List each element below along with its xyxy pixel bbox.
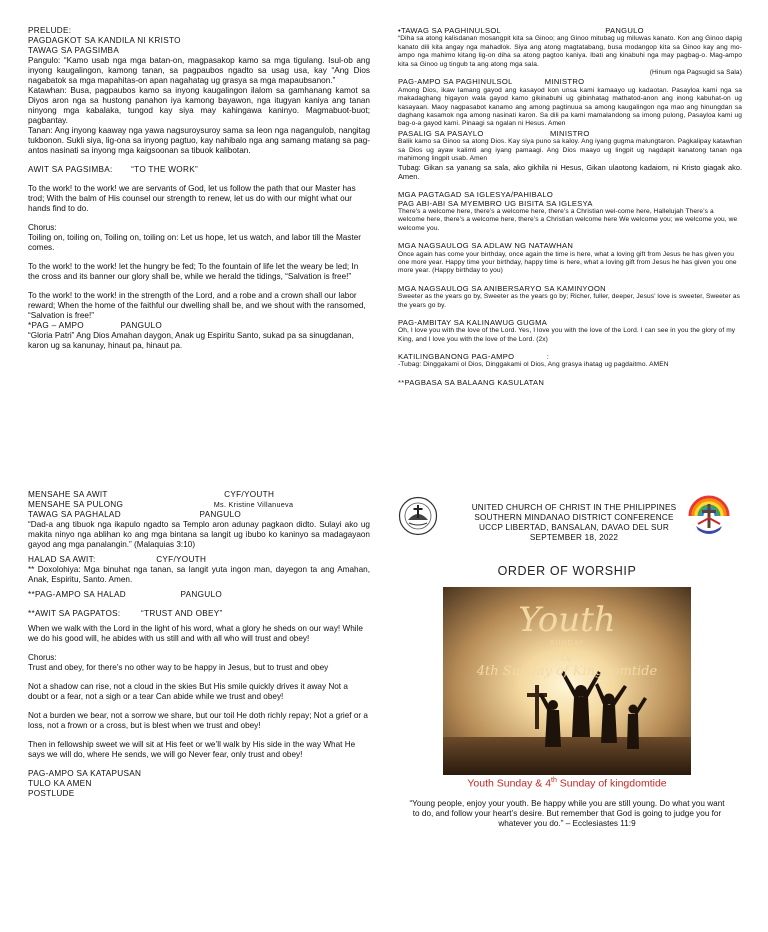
closing-hymn-title: “TRUST AND OBEY” bbox=[141, 609, 223, 618]
community-prayer-colon: : bbox=[546, 352, 550, 362]
announcements-heading: MGA PAGTAGAD SA IGLESYA/PAHIBALO bbox=[398, 189, 554, 199]
assurance-heading bbox=[398, 129, 742, 138]
hymn-verse-3: To the work! to the work! in the strength of the Lord, and a robe and a crown shall our labor reward; When the home of the faithful our dwelling shall be, and we shout with the ransomed, “Salvation is free!” bbox=[28, 291, 366, 320]
peace-heading: PAG-AMBITAY SA KALINAWUG GUGMA bbox=[398, 318, 548, 327]
call-tanan-text: Tanan: Ang inyong kaaway nga yawa nagsuroysuroy sama sa leon nga nagangulob, nangitag tukbonon. Sukli siya, lig-ona sa inyong pagtuo, kay nahibalo nga ang samang matang sa pag-antos nasinati sa inyong mga kaigsoonan sa tibuok kalibotan. bbox=[28, 126, 370, 155]
postlude-heading: POSTLUDE bbox=[28, 789, 75, 798]
offering-prayer-role: PANGULO bbox=[180, 590, 223, 599]
birthday-song-text: Once again has come your birthday, once again the time is here, what a loving gift from Jesus he has given you one more year. Happy time your birthday, happy time is here, what a loving gift from Jesus he has given you one more year. (Happy birthday to you) bbox=[398, 250, 737, 275]
chorus-text: Toiling on, toiling on, Toiling on, toiling on: Let us hope, let us watch, and labor till the Master comes. bbox=[28, 233, 362, 252]
service-date: SEPTEMBER 18, 2022 bbox=[529, 533, 619, 542]
image-title-youth: Youth bbox=[518, 600, 616, 641]
assurance-label: PASALIG SA PASAYLO bbox=[398, 128, 484, 138]
offertory-label: HALAD SA AWIT: bbox=[28, 555, 96, 564]
hymn-verse-1: To the work! to the work! we are servants of God, let us follow the path that our Master has trod; With the balm of His counsel our strength to renew, let us do with our might what our hands find to do. bbox=[28, 184, 356, 213]
call-katawhan-text: Katawhan: Busa, pagpaubos kamo sa inyong kaugalingon ilalom sa gamhanang kamot sa Diyos aron nga sa hustong panahon iya kamong bayawon, nga itugyan kaniya ang tanan ninyong mga kabalaka, tungod kay siya may kahingawa kaninyo. Magmabuot-buot; pagbantay. bbox=[28, 86, 370, 125]
assurance-text: Balik kamo sa Ginoo sa atong Dios. Kay siya puno sa kaloy. Ang iyang gugma malungtaron. Pagkalipay katawhan sa Dios ug ayaw kalimti ang iyang pamaagi. Ang Dios maayo ug lingpit ug nagdapit kanatong tanan nga mahimong lingpit usab. Amen bbox=[398, 138, 742, 162]
threefold-amen-heading: TULO KA AMEN bbox=[28, 779, 92, 788]
peace-song-text: Oh, I love you with the love of the Lord. Yes, I love you with the love of the Lord. I can see in you the glory of my King, and I love you with the love of the Lord. (2x) bbox=[398, 327, 736, 343]
song-message-label: MENSAHE SA AWIT bbox=[28, 490, 108, 499]
hymn-title: “TO THE WORK” bbox=[131, 165, 198, 174]
community-prayer-text: -Tubag: Dinggakami ol Dios, Dinggakami ol Dios, Ang grasya ihatag ug pagdaitmo. AMEN bbox=[398, 361, 669, 369]
scripture-reading-heading: **PAGBASA SA BALAANG KASULATAN bbox=[398, 377, 545, 387]
closing-hymn-label: **AWIT SA PAGPATOS: bbox=[28, 609, 121, 618]
scripture-quote: “Young people, enjoy your youth. Be happy while you are still young. Do what you want to do, and follow your heart’s desire. But remember that God is going to judge you for whatever you do.” – Ecclesiastes 11:9 bbox=[409, 798, 725, 829]
hymn-label: AWIT SA PAGSIMBA: bbox=[28, 165, 113, 174]
image-title-kingdomtide: 4th Sunday of Kingdomtide bbox=[476, 664, 658, 680]
image-title-amp: & bbox=[560, 649, 574, 666]
prayer-heading bbox=[28, 321, 370, 331]
prelude-heading: PRELUDE: bbox=[28, 26, 72, 35]
order-of-worship-title: ORDER OF WORSHIP bbox=[497, 564, 637, 578]
confession-prayer-heading bbox=[398, 77, 742, 86]
panel-bottom-right-cover bbox=[392, 490, 742, 890]
youth-sunday-image bbox=[443, 587, 691, 775]
offering-prayer-label: **PAG-AMPO SA HALAD bbox=[28, 590, 126, 599]
birthday-heading: MGA NAGSAULOG SA ADLAW NG NATAWHAN bbox=[398, 241, 574, 251]
hymn-verse-2: To the work! to the work! let the hungry be fed; To the fountain of life let the weary be led; In the cross and its banner our glory shall be, while we herald the tidings, “Salvation is free!” bbox=[28, 262, 359, 281]
song-message-heading bbox=[28, 490, 370, 500]
panel-bottom-left bbox=[28, 490, 370, 890]
confession-call-role: PANGULO bbox=[605, 26, 644, 35]
candle-heading: PAGDAGKOT SA KANDILA NI KRISTO bbox=[28, 36, 181, 45]
theme-caption-sup: th bbox=[551, 777, 557, 785]
confession-call-text: “Diha sa atong kalisdanan mosangpit kita sa Ginoo; ang Ginoo mitubag ug miluwas kanato. Kon ang Ginoo dapig kanato dili kita angay nga mahadlok. Siya ang atong magtatabang, busa modangop kita sa Ginoo kay ang mo-ampo nga mahimo kitang lig-on diha sa atong pagtoo kaniya. Ibati ang kinabuhi nga may pagbag-o. Mag-ampo kita sa Ginoo ug tingub ta ang atong mga sala. bbox=[398, 35, 742, 68]
closing-chorus-label: Chorus: bbox=[28, 653, 57, 662]
community-prayer-label: KATILINGBANONG PAG-AMPO bbox=[398, 352, 515, 362]
confession-call-label: •TAWAG SA PAGHINULSOL bbox=[398, 26, 501, 35]
offertory-by: CYF/YOUTH bbox=[156, 555, 207, 564]
welcome-song-text: There’s a welcome here, there’s a welcome here, there’s a Christian wel-come here, Hallelujah There’s a welcome here, there’s a welcome here, there’s a Christian welcome here We welcome you; we welcome you, we welcome you. bbox=[398, 208, 738, 232]
offering-call-role: PANGULO bbox=[199, 510, 242, 519]
anniversary-heading: MGA NAGSAULOG SA ANIBERSARYO SA KAMINYOON bbox=[398, 283, 606, 293]
closing-hymn-heading bbox=[28, 609, 370, 619]
gloria-patri-text: “Gloria Patri” Ang Dios Amahan daygon, Anak ug Espiritu Santo, sukad pa sa sinugdanan, karon ug sa kanunay, hinaut pa, hinaut pa. bbox=[28, 331, 354, 350]
rainbow-cross-logo-icon bbox=[686, 490, 732, 538]
benediction-heading: PAG-AMPO SA KATAPUSAN bbox=[28, 769, 142, 778]
hymn-heading bbox=[28, 165, 370, 175]
prayer-role: PANGULO bbox=[120, 321, 163, 330]
word-message-label: MENSAHE SA PULONG bbox=[28, 500, 124, 509]
church-location: UCCP LIBERTAD, BANSALAN, DAVAO DEL SUR bbox=[479, 523, 669, 532]
church-header bbox=[454, 503, 694, 543]
confession-call-heading bbox=[398, 26, 742, 35]
community-prayer-heading bbox=[398, 352, 742, 361]
panel-top-right bbox=[398, 26, 742, 446]
word-message-speaker: Ms. Kristine Villanueva bbox=[213, 500, 294, 509]
chorus-label: Chorus: bbox=[28, 223, 57, 232]
theme-caption-pre: Youth Sunday & 4 bbox=[467, 777, 552, 790]
assurance-role: MINISTRO bbox=[550, 128, 590, 138]
panel-top-left bbox=[28, 26, 370, 446]
welcome-heading: PAG ABI-ABI SA MYEMBRO UG BISITA SA IGLESYA bbox=[398, 198, 593, 208]
offering-call-label: TAWAG SA PAGHALAD bbox=[28, 510, 121, 519]
doxology-text: ** Doxolohiya: Mga binuhat nga tanan, sa langit yuta ingon man, dayegon ta ang Amahan, Anak, Espiritu, Santo. Amen. bbox=[28, 565, 370, 584]
letterhead bbox=[392, 490, 742, 556]
closing-hymn-verse-3: Not a burden we bear, not a sorrow we share, but our toil He doth richly repay; Not a grief or a loss, not a frown or a cross, but is blest when we trust and obey! bbox=[28, 711, 368, 730]
church-name: UNITED CHURCH OF CHRIST IN THE PHILIPPINES bbox=[471, 503, 677, 512]
closing-chorus-text: Trust and obey, for there’s no other way to be happy in Jesus, but to trust and obey bbox=[28, 663, 329, 672]
word-message-heading bbox=[28, 500, 370, 510]
closing-hymn-verse-4: Then in fellowship sweet we will sit at His feet or we’ll walk by His side in the way What He says we will do, where He sends, we will go Never fear, only trust and obey! bbox=[28, 740, 356, 759]
closing-hymn-verse-1: When we walk with the Lord in the light of his word, what a glory he sheds on our way! While we do his good will, he abides with us still and with all who will trust and obey! bbox=[28, 624, 363, 643]
call-pangulo-text: Pangulo: “Kamo usab nga mga batan-on, magpasakop kamo sa mga tigulang. Isul-ob ang inyong kaugalingon, kamong tanan, sa pagpaubos ngadto sa usag usa, kay “Ang Dios nagabatok sa mga mapahitas-on apan nagahatag ug grasya sa mga mapaubsanon.” bbox=[28, 56, 370, 85]
prayer-label: *PAG – AMPO bbox=[28, 321, 84, 330]
response-text: Tubag: Gikan sa yanang sa sala, ako gikhila ni Hesus, Gikan ulaotong kadaiom, ni Kristo giagak ako. Amen. bbox=[398, 163, 742, 182]
conference-name: SOUTHERN MINDANAO DISTRICT CONFERENCE bbox=[474, 513, 674, 522]
offering-call-heading bbox=[28, 510, 370, 520]
confession-prayer-text: Among Dios, ikaw lamang gayod ang kasayod kon unsa kami kamaayo ug kadaotan. Pasayloa kami nga sa makadaghang higayon wala gayod kamo gikinabuhi ug gibinhatag mathatod-anon ang inong kabuhat-on ug kasayaan. Maoy nagpasabot kanamo ang among pagtinuua sa among kaugalingon nga mao ang hinungdan sa daghang kasamok nga among nasinati karon. Sa dili pa kami mamalandong sa imong pulong, Pasayloa kami ug bag-o-a gayod kami. Pinaagi sa ngalan ni Hesus. Amen bbox=[398, 86, 742, 128]
anniversary-song-text: Sweeter as the years go by, Sweeter as the years go by; Richer, fuller, deeper, Jesus’ love is sweeter, Sweeter as the years go by. bbox=[398, 293, 740, 309]
confession-prayer-label: PAG-AMPO SA PAGHINULSOL bbox=[398, 77, 513, 87]
confession-prayer-role: MINISTRO bbox=[544, 77, 585, 87]
offering-call-text: “Dad-a ang tibuok nga ikapulo ngadto sa Templo aron adunay pagkaon didto. Sulayi ako ug makita ninyo nga ablihan ko ang mga bintana sa langit ug ibubo ko kaninyo sa madagayaon gayod ang mga panalangin.” (Malaquias 3:10) bbox=[28, 520, 370, 549]
church-seal-icon bbox=[398, 496, 438, 536]
theme-caption-post: Sunday of kingdomtide bbox=[556, 777, 667, 790]
offertory-heading bbox=[28, 555, 370, 565]
closing-hymn-verse-2: Not a shadow can rise, not a cloud in the skies But His smile quickly drives it away Not a doubt or a fear, not a sigh or a tear Can abide while we trust and obey! bbox=[28, 682, 348, 701]
theme-caption bbox=[392, 777, 742, 790]
call-to-worship-heading: TAWAG SA PAGSIMBA bbox=[28, 46, 120, 55]
image-title-sunday: SUNDAY bbox=[549, 640, 585, 648]
offering-prayer-heading bbox=[28, 590, 370, 600]
confession-call-ref: (Hinum nga Pagsugid sa Sala) bbox=[649, 69, 742, 76]
song-message-by: CYF/YOUTH bbox=[224, 490, 275, 499]
